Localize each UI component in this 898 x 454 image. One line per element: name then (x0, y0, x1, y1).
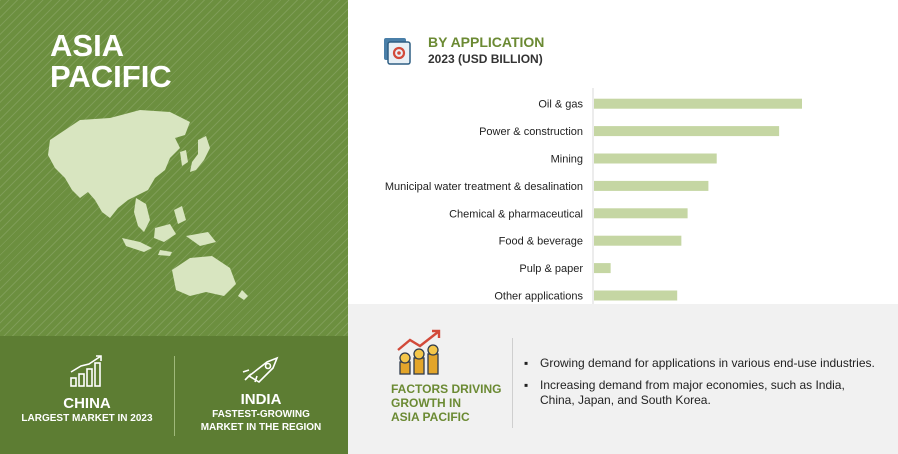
largest-market-name: CHINA (63, 395, 111, 412)
category-label: Chemical & pharmaceutical (449, 208, 583, 221)
region-title-line2: PACIFIC (50, 59, 172, 94)
bar (594, 291, 677, 301)
factors-title-line2: GROWTH IN (391, 396, 461, 410)
largest-market-stat (0, 354, 174, 425)
application-bar-chart (360, 88, 830, 306)
bar (594, 181, 708, 191)
stats-divider (174, 356, 175, 436)
category-label: Mining (550, 153, 583, 166)
fastest-growing-label-line1: FASTEST-GROWING (212, 409, 310, 420)
factors-title (391, 382, 511, 424)
fastest-growing-label-line2: MARKET IN THE REGION (200, 422, 322, 433)
rocket-icon (241, 354, 281, 384)
bar (594, 154, 717, 164)
category-label: Oil & gas (538, 98, 583, 111)
bar (594, 208, 688, 218)
factor-item: ▪ Growing demand for applications in various end-use industries. (522, 356, 882, 371)
largest-market-label: LARGEST MARKET IN 2023 (21, 413, 153, 424)
bar-chart-growth-icon (67, 354, 107, 388)
chart-subtitle: 2023 (USD BILLION) (428, 52, 543, 66)
bar (594, 263, 611, 273)
fastest-growing-stat (174, 354, 348, 434)
category-label: Pulp & paper (519, 263, 583, 276)
category-label: Power & construction (479, 126, 583, 139)
category-label: Municipal water treatment & desalination (384, 180, 583, 193)
gear-document-icon (382, 36, 412, 66)
asia-pacific-map-icon (40, 100, 250, 300)
factors-divider (512, 338, 513, 428)
factors-title-line3: ASIA PACIFIC (391, 410, 470, 424)
factors-title-line1: FACTORS DRIVING (391, 382, 502, 396)
region-title-line1: ASIA (50, 28, 125, 63)
bar (594, 99, 802, 109)
category-label: Food & beverage (498, 235, 583, 248)
bar (594, 236, 681, 246)
factors-list (522, 356, 882, 415)
chart-title: BY APPLICATION (428, 34, 545, 50)
category-label: Other applications (494, 290, 583, 303)
factor-item: ▪ Increasing demand from major economies, such as India, China, Japan, and South Korea. (522, 378, 882, 408)
fastest-growing-name: INDIA (240, 391, 282, 408)
region-title (50, 30, 250, 92)
coins-growth-icon (394, 328, 446, 376)
bar (594, 126, 779, 136)
